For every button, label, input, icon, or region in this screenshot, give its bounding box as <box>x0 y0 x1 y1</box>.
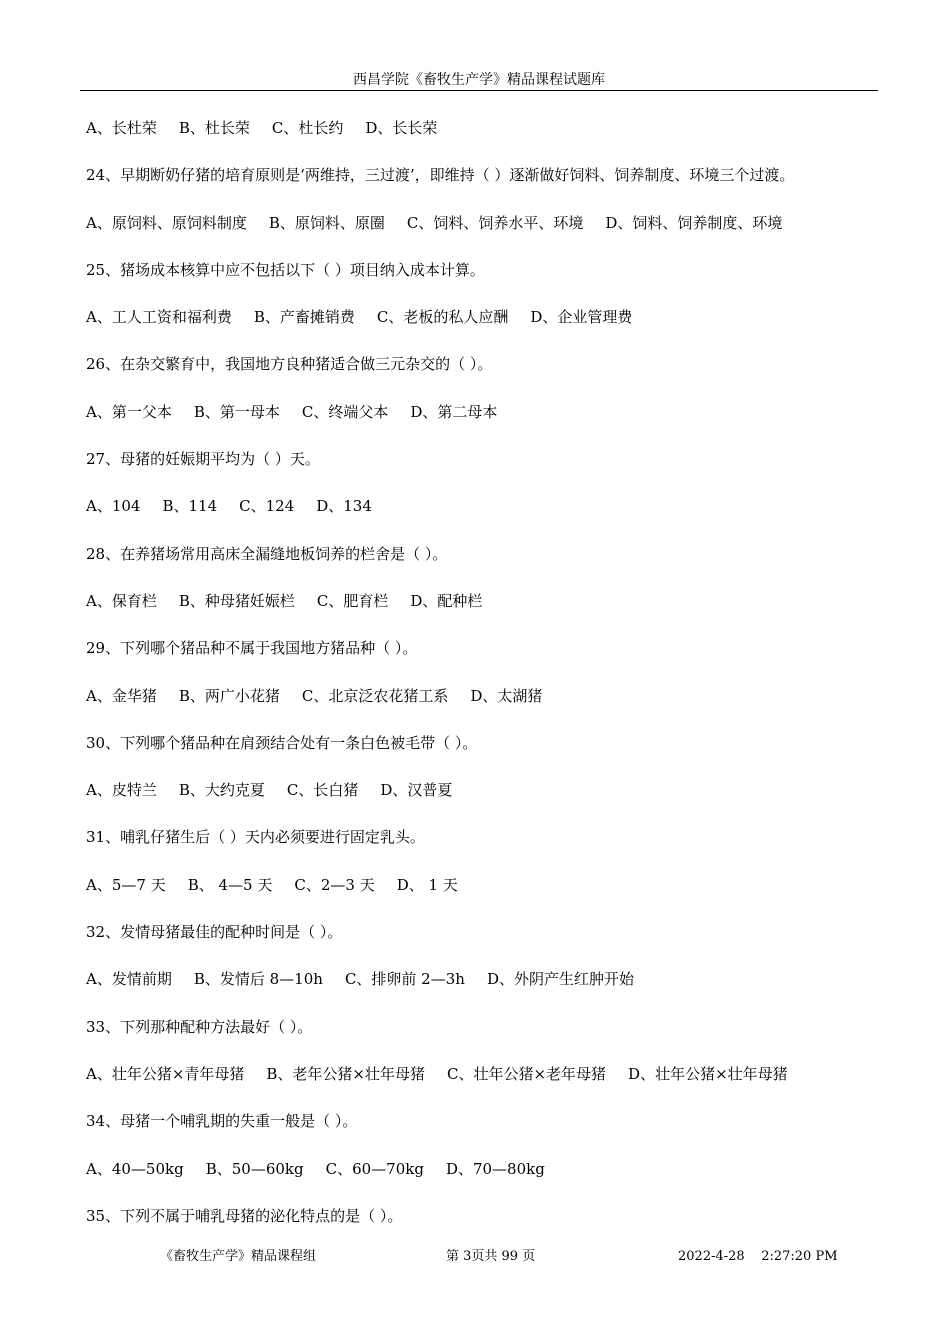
answer-option: C、124 <box>239 497 295 516</box>
answer-option: A、保育栏 <box>86 591 157 610</box>
answer-options <box>86 491 896 538</box>
answer-option: B、两广小花猪 <box>178 686 280 705</box>
answer-option: C、长白猪 <box>286 781 359 800</box>
answer-option: C、肥育栏 <box>316 591 389 610</box>
answer-option: A、发情前期 <box>86 970 172 989</box>
answer-option: C、排卵前 2—3h <box>344 970 465 989</box>
answer-option: D、壮年公猪×壮年母猪 <box>628 1064 788 1083</box>
answer-options <box>86 302 896 349</box>
question-text: 27、母猪的妊娠期平均为（ ）天。 <box>86 450 320 469</box>
answer-option: C、饲料、饲养水平、环境 <box>406 213 584 232</box>
answer-option: D、太湖猪 <box>470 686 543 705</box>
answer-options <box>86 1059 896 1106</box>
answer-option: D、134 <box>316 497 372 516</box>
answer-option: C、2—3 天 <box>294 875 375 894</box>
answer-option: B、大约克夏 <box>178 781 265 800</box>
answer-option: C、杜长约 <box>271 119 344 137</box>
answer-option: B、发情后 8—10h <box>193 970 323 989</box>
answer-option: A、金华猪 <box>86 686 157 705</box>
answer-option: C、60—70kg <box>325 1159 424 1178</box>
answer-options <box>86 964 896 1011</box>
answer-option: A、原饲料、原饲料制度 <box>86 213 247 232</box>
answer-option: D、外阴产生红肿开始 <box>486 970 634 989</box>
question-text: 31、哺乳仔猪生后（ ）天内必须要进行固定乳头。 <box>86 828 425 847</box>
answer-option: A、长杜荣 <box>86 119 157 137</box>
answer-options <box>86 208 896 255</box>
answer-option: A、104 <box>86 497 141 516</box>
question-text: 25、猪场成本核算中应不包括以下（ ）项目纳入成本计算。 <box>86 260 485 279</box>
answer-options <box>86 586 896 633</box>
document-body <box>86 113 896 1248</box>
answer-option: D、饲料、饲养制度、环境 <box>605 213 783 232</box>
answer-option: B、种母猪妊娠栏 <box>178 591 295 610</box>
question-text: 28、在养猪场常用高床全漏缝地板饲养的栏舍是（ ）。 <box>86 544 448 563</box>
answer-option: D、长长荣 <box>365 119 438 137</box>
answer-options <box>86 775 896 822</box>
footer-datetime: 2022-4-28 2:27:20 PM <box>678 1249 838 1264</box>
answer-option: A、壮年公猪×青年母猪 <box>86 1064 245 1083</box>
question-text: 29、下列哪个猪品种不属于我国地方猪品种（ ）。 <box>86 639 418 658</box>
answer-option: D、第二母本 <box>410 402 498 421</box>
question-text: 33、下列那种配种方法最好（ ）。 <box>86 1017 313 1036</box>
question-text: 35、下列不属于哺乳母猪的泌化特点的是（ ）。 <box>86 1206 403 1225</box>
answer-option: B、50—60kg <box>205 1159 304 1178</box>
page-header-title: 西昌学院《畜牧生产学》精品课程试题库 <box>353 72 605 88</box>
answer-options <box>86 870 896 917</box>
question-text: 26、在杂交繁育中，我国地方良种猪适合做三元杂交的（ ）。 <box>86 355 493 374</box>
question-text: 30、下列哪个猪品种在肩颈结合处有一条白色被毛带（ ）。 <box>86 733 478 752</box>
answer-option: C、壮年公猪×老年母猪 <box>447 1064 607 1083</box>
answer-option: B、杜长荣 <box>178 119 250 137</box>
answer-option: C、老板的私人应酬 <box>376 308 509 327</box>
answer-option: B、第一母本 <box>193 402 280 421</box>
answer-option: A、40—50kg <box>86 1159 184 1178</box>
answer-options <box>86 113 896 160</box>
question-text: 32、发情母猪最佳的配种时间是（ ）。 <box>86 923 343 942</box>
footer-course-group: 《畜牧生产学》精品课程组 <box>160 1249 317 1264</box>
answer-option: D、企业管理费 <box>530 308 633 327</box>
answer-option: A、皮特兰 <box>86 781 157 800</box>
answer-option: D、汉普夏 <box>380 781 453 800</box>
answer-option: D、 1 天 <box>396 875 458 894</box>
answer-options <box>86 397 896 444</box>
answer-option: C、终端父本 <box>301 402 389 421</box>
answer-option: D、70—80kg <box>445 1159 545 1178</box>
question-text: 34、母猪一个哺乳期的失重一般是（ ）。 <box>86 1112 358 1131</box>
answer-option: A、工人工资和福利费 <box>86 308 232 327</box>
header-divider <box>80 90 878 91</box>
answer-option: A、第一父本 <box>86 402 172 421</box>
answer-option: B、114 <box>162 497 218 516</box>
answer-option: B、产畜摊销费 <box>253 308 355 327</box>
answer-option: C、北京泛农花猪工系 <box>301 686 449 705</box>
answer-option: B、原饲料、原圈 <box>268 213 385 232</box>
answer-option: A、5—7 天 <box>86 875 166 894</box>
answer-options <box>86 1154 896 1201</box>
answer-option: B、 4—5 天 <box>187 875 273 894</box>
question-text: 24、早期断奶仔猪的培育原则是‘两维持，三过渡’，即维持（ ）逐渐做好饲料、饲养制度、环境三个过渡。 <box>86 166 795 185</box>
answer-option: D、配种栏 <box>410 591 483 610</box>
answer-options <box>86 681 896 728</box>
footer-page-info: 第 3页共 99 页 <box>446 1249 536 1264</box>
answer-option: B、老年公猪×壮年母猪 <box>266 1064 425 1083</box>
